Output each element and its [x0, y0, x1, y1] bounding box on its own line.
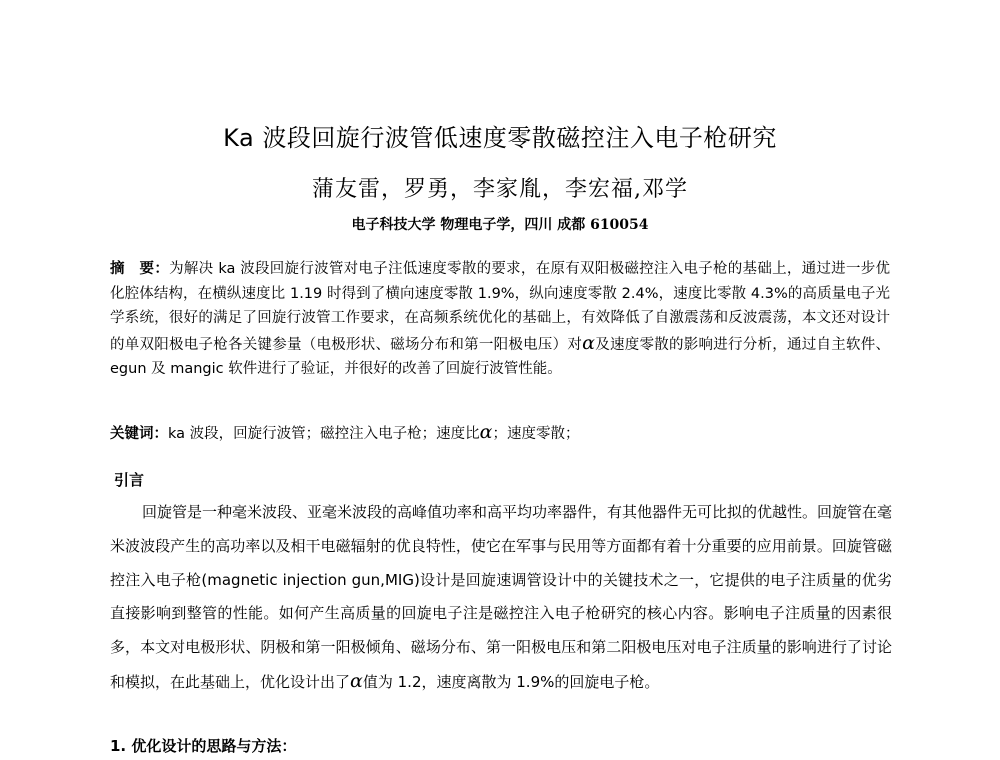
alpha-symbol: α: [350, 669, 363, 692]
section-1-heading: 1. 优化设计的思路与方法：: [110, 737, 297, 755]
abstract-text-part1: 为解决 ka 波段回旋行波管对电子注低速度零散的要求，在原有双阳极磁控注入电子枪的基础上，通过进一步优化腔体结构，在横纵速度比 1.19 时得到了横向速度零散 1.9%，纵向速度零散 2.4%，速度比零散 4.3%的高质量电子光学系统，很好的满足了回旋行波管工作要求，在高频系统优化的基础上，有效降低了自激震荡和反波震荡，本文还对设计的单双阳极电子枪各关键参量（电极形状、磁场分布和第一阳极电压）对: [110, 261, 891, 353]
keywords-text-part1: ka 波段，回旋行波管；磁控注入电子枪；速度比: [168, 426, 480, 442]
intro-paragraph: [110, 496, 892, 700]
intro-text-part2: 值为 1.2，速度离散为 1.9%的回旋电子枪。: [362, 672, 660, 691]
abstract-label: 摘 要：: [110, 261, 170, 277]
keywords: [110, 421, 890, 443]
alpha-symbol: α: [479, 421, 493, 443]
affiliation: 电子科技大学 物理电子学，四川 成都 610054: [351, 217, 649, 233]
author-list: 蒲友雷，罗勇，李家胤，李宏福,邓学: [312, 177, 688, 202]
abstract-text-part2: 及速度零散的影响进行分析，通过自主软件、egun 及 mangic 软件进行了验证，并很好的改善了回旋行波管性能。: [110, 336, 890, 378]
paper-title: Ka 波段回旋行波管低速度零散磁控注入电子枪研究: [223, 124, 777, 152]
abstract: [110, 257, 890, 382]
intro-heading: 引言: [114, 471, 145, 489]
keywords-label: 关键词：: [110, 426, 168, 442]
keywords-text-part2: ；速度零散；: [492, 426, 580, 442]
alpha-symbol: α: [582, 331, 595, 354]
intro-text-part1: 回旋管是一种毫米波段、亚毫米波段的高峰值功率和高平均功率器件，有其他器件无可比拟的优越性。回旋管在毫米波波段产生的高功率以及相干电磁辐射的优良特性，使它在军事与民用等方面都有着十分重要的应用前景。回旋管磁控注入电子枪(magnetic injection gun,MIG)设计是回旋速调管设计中的关键技术之一，它提供的电子注质量的优劣直接影响到整管的性能。如何产生高质量的回旋电子注是磁控注入电子枪研究的核心内容。影响电子注质量的因素很多，本文对电极形状、阴极和第一阳极倾角、磁场分布、第一阳极电压和第二阳极电压对电子注质量的影响进行了讨论和模拟，在此基础上，优化设计出了: [110, 503, 893, 691]
